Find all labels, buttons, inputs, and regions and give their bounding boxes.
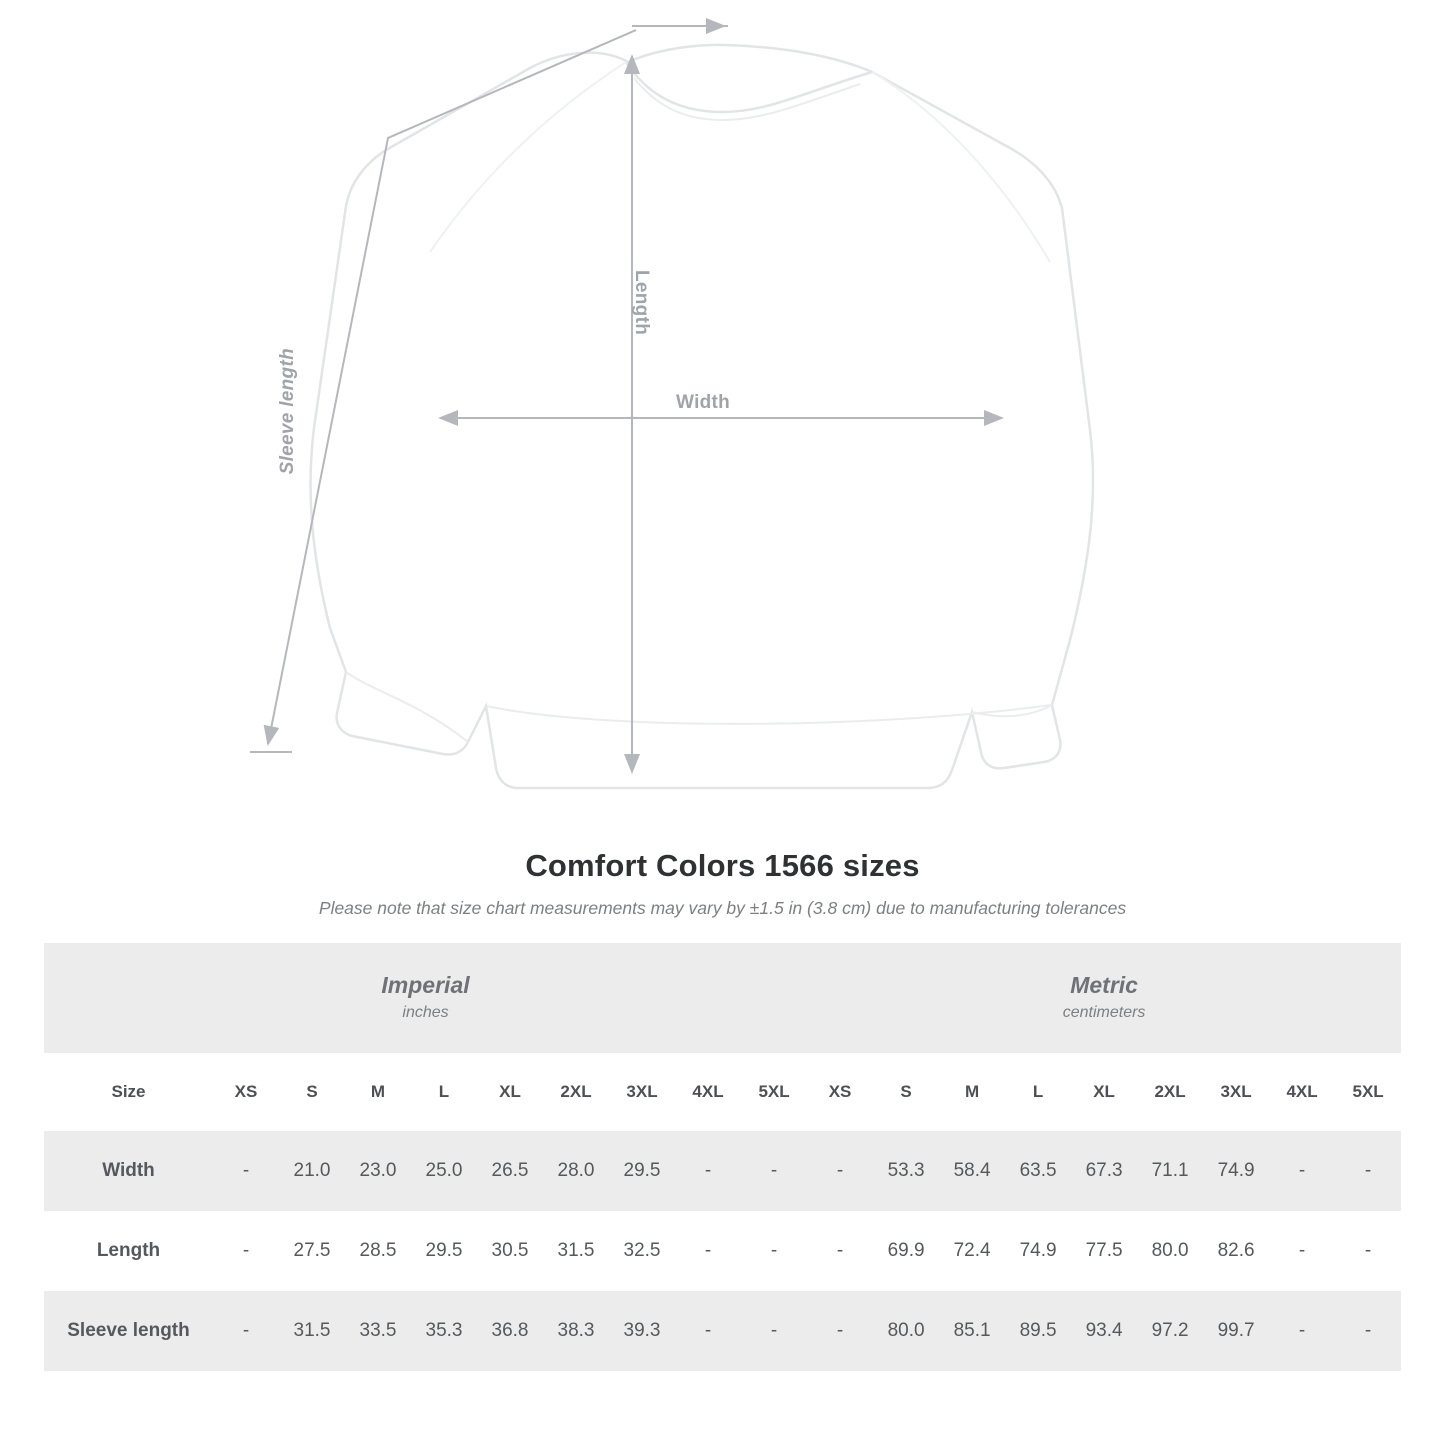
- size-col-imperial-xl: XL: [477, 1053, 543, 1131]
- cell-width-metric-3xl: 74.9: [1203, 1131, 1269, 1211]
- cell-width-metric-m: 58.4: [939, 1131, 1005, 1211]
- sleeve-length-label: Sleeve length: [277, 348, 298, 475]
- size-table-wrapper: [0, 943, 1445, 1371]
- cell-width-imperial-3xl: 29.5: [609, 1131, 675, 1211]
- cell-length-imperial-5xl: -: [741, 1211, 807, 1291]
- cell-sleeve-imperial-2xl: 38.3: [543, 1291, 609, 1371]
- size-col-imperial-s: S: [279, 1053, 345, 1131]
- table-row: [44, 1291, 1401, 1371]
- cell-width-metric-4xl: -: [1269, 1131, 1335, 1211]
- cell-sleeve-imperial-s: 31.5: [279, 1291, 345, 1371]
- cell-sleeve-metric-xl: 93.4: [1071, 1291, 1137, 1371]
- cell-sleeve-imperial-5xl: -: [741, 1291, 807, 1371]
- size-col-metric-xl: XL: [1071, 1053, 1137, 1131]
- cell-sleeve-imperial-xs: -: [213, 1291, 279, 1371]
- size-col-metric-m: M: [939, 1053, 1005, 1131]
- width-label: Width: [676, 392, 731, 413]
- size-col-imperial-4xl: 4XL: [675, 1053, 741, 1131]
- cell-sleeve-metric-s: 80.0: [873, 1291, 939, 1371]
- cell-width-metric-l: 63.5: [1005, 1131, 1071, 1211]
- cell-sleeve-metric-4xl: -: [1269, 1291, 1335, 1371]
- cell-width-imperial-s: 21.0: [279, 1131, 345, 1211]
- cell-sleeve-metric-3xl: 99.7: [1203, 1291, 1269, 1371]
- cell-length-imperial-xl: 30.5: [477, 1211, 543, 1291]
- cell-length-metric-5xl: -: [1335, 1211, 1401, 1291]
- cell-length-imperial-2xl: 31.5: [543, 1211, 609, 1291]
- size-col-metric-xs: XS: [807, 1053, 873, 1131]
- cell-width-metric-xl: 67.3: [1071, 1131, 1137, 1211]
- cell-length-imperial-s: 27.5: [279, 1211, 345, 1291]
- imperial-unit-sub: inches: [402, 1003, 449, 1021]
- cell-width-imperial-2xl: 28.0: [543, 1131, 609, 1211]
- cell-sleeve-metric-xs: -: [807, 1291, 873, 1371]
- size-col-metric-s: S: [873, 1053, 939, 1131]
- row-label-length: Length: [44, 1211, 213, 1291]
- cell-length-imperial-m: 28.5: [345, 1211, 411, 1291]
- page-title: Comfort Colors 1566 sizes: [525, 848, 920, 883]
- tolerance-note: Please note that size chart measurements may vary by ±1.5 in (3.8 cm) due to manufacturing tolerances: [318, 898, 1127, 918]
- cell-length-metric-s: 69.9: [873, 1211, 939, 1291]
- cell-length-metric-m: 72.4: [939, 1211, 1005, 1291]
- cell-length-imperial-l: 29.5: [411, 1211, 477, 1291]
- size-col-imperial-m: M: [345, 1053, 411, 1131]
- cell-width-metric-5xl: -: [1335, 1131, 1401, 1211]
- size-col-metric-3xl: 3XL: [1203, 1053, 1269, 1131]
- cell-sleeve-imperial-l: 35.3: [411, 1291, 477, 1371]
- cell-width-imperial-4xl: -: [675, 1131, 741, 1211]
- row-label-width: Width: [44, 1131, 213, 1211]
- size-col-imperial-l: L: [411, 1053, 477, 1131]
- cell-width-metric-2xl: 71.1: [1137, 1131, 1203, 1211]
- title-block: [0, 848, 1445, 919]
- cell-length-metric-xs: -: [807, 1211, 873, 1291]
- cell-width-metric-s: 53.3: [873, 1131, 939, 1211]
- table-row: [44, 1211, 1401, 1291]
- row-label-sleeve-length: Sleeve length: [44, 1291, 213, 1371]
- cell-width-metric-xs: -: [807, 1131, 873, 1211]
- units-row: [44, 943, 1401, 1053]
- metric-unit-cell: [807, 943, 1401, 1053]
- imperial-unit-cell: [44, 943, 807, 1053]
- cell-width-imperial-l: 25.0: [411, 1131, 477, 1211]
- size-col-metric-5xl: 5XL: [1335, 1053, 1401, 1131]
- cell-sleeve-metric-2xl: 97.2: [1137, 1291, 1203, 1371]
- imperial-unit-name: Imperial: [381, 971, 470, 998]
- cell-sleeve-imperial-3xl: 39.3: [609, 1291, 675, 1371]
- cell-sleeve-imperial-4xl: -: [675, 1291, 741, 1371]
- table-row: [44, 1131, 1401, 1211]
- size-col-imperial-3xl: 3XL: [609, 1053, 675, 1131]
- size-col-imperial-xs: XS: [213, 1053, 279, 1131]
- size-col-metric-l: L: [1005, 1053, 1071, 1131]
- size-col-imperial-2xl: 2XL: [543, 1053, 609, 1131]
- size-col-metric-2xl: 2XL: [1137, 1053, 1203, 1131]
- cell-length-metric-3xl: 82.6: [1203, 1211, 1269, 1291]
- sweatshirt-shape: [311, 45, 1094, 788]
- cell-sleeve-metric-m: 85.1: [939, 1291, 1005, 1371]
- cell-width-imperial-xl: 26.5: [477, 1131, 543, 1211]
- size-table: [44, 943, 1401, 1371]
- cell-length-metric-4xl: -: [1269, 1211, 1335, 1291]
- cell-width-imperial-xs: -: [213, 1131, 279, 1211]
- cell-sleeve-metric-5xl: -: [1335, 1291, 1401, 1371]
- cell-length-metric-xl: 77.5: [1071, 1211, 1137, 1291]
- metric-unit-name: Metric: [1070, 971, 1138, 998]
- metric-unit-sub: centimeters: [1062, 1003, 1146, 1021]
- cell-width-imperial-5xl: -: [741, 1131, 807, 1211]
- cell-sleeve-imperial-m: 33.5: [345, 1291, 411, 1371]
- cell-width-imperial-m: 23.0: [345, 1131, 411, 1211]
- cell-sleeve-metric-l: 89.5: [1005, 1291, 1071, 1371]
- cell-length-imperial-4xl: -: [675, 1211, 741, 1291]
- size-col-imperial-5xl: 5XL: [741, 1053, 807, 1131]
- cell-length-metric-2xl: 80.0: [1137, 1211, 1203, 1291]
- size-header-row: [44, 1053, 1401, 1131]
- cell-length-metric-l: 74.9: [1005, 1211, 1071, 1291]
- cell-sleeve-imperial-xl: 36.8: [477, 1291, 543, 1371]
- cell-length-imperial-xs: -: [213, 1211, 279, 1291]
- size-col-metric-4xl: 4XL: [1269, 1053, 1335, 1131]
- length-label: Length: [631, 270, 652, 336]
- size-header-label: Size: [44, 1053, 213, 1131]
- cell-length-imperial-3xl: 32.5: [609, 1211, 675, 1291]
